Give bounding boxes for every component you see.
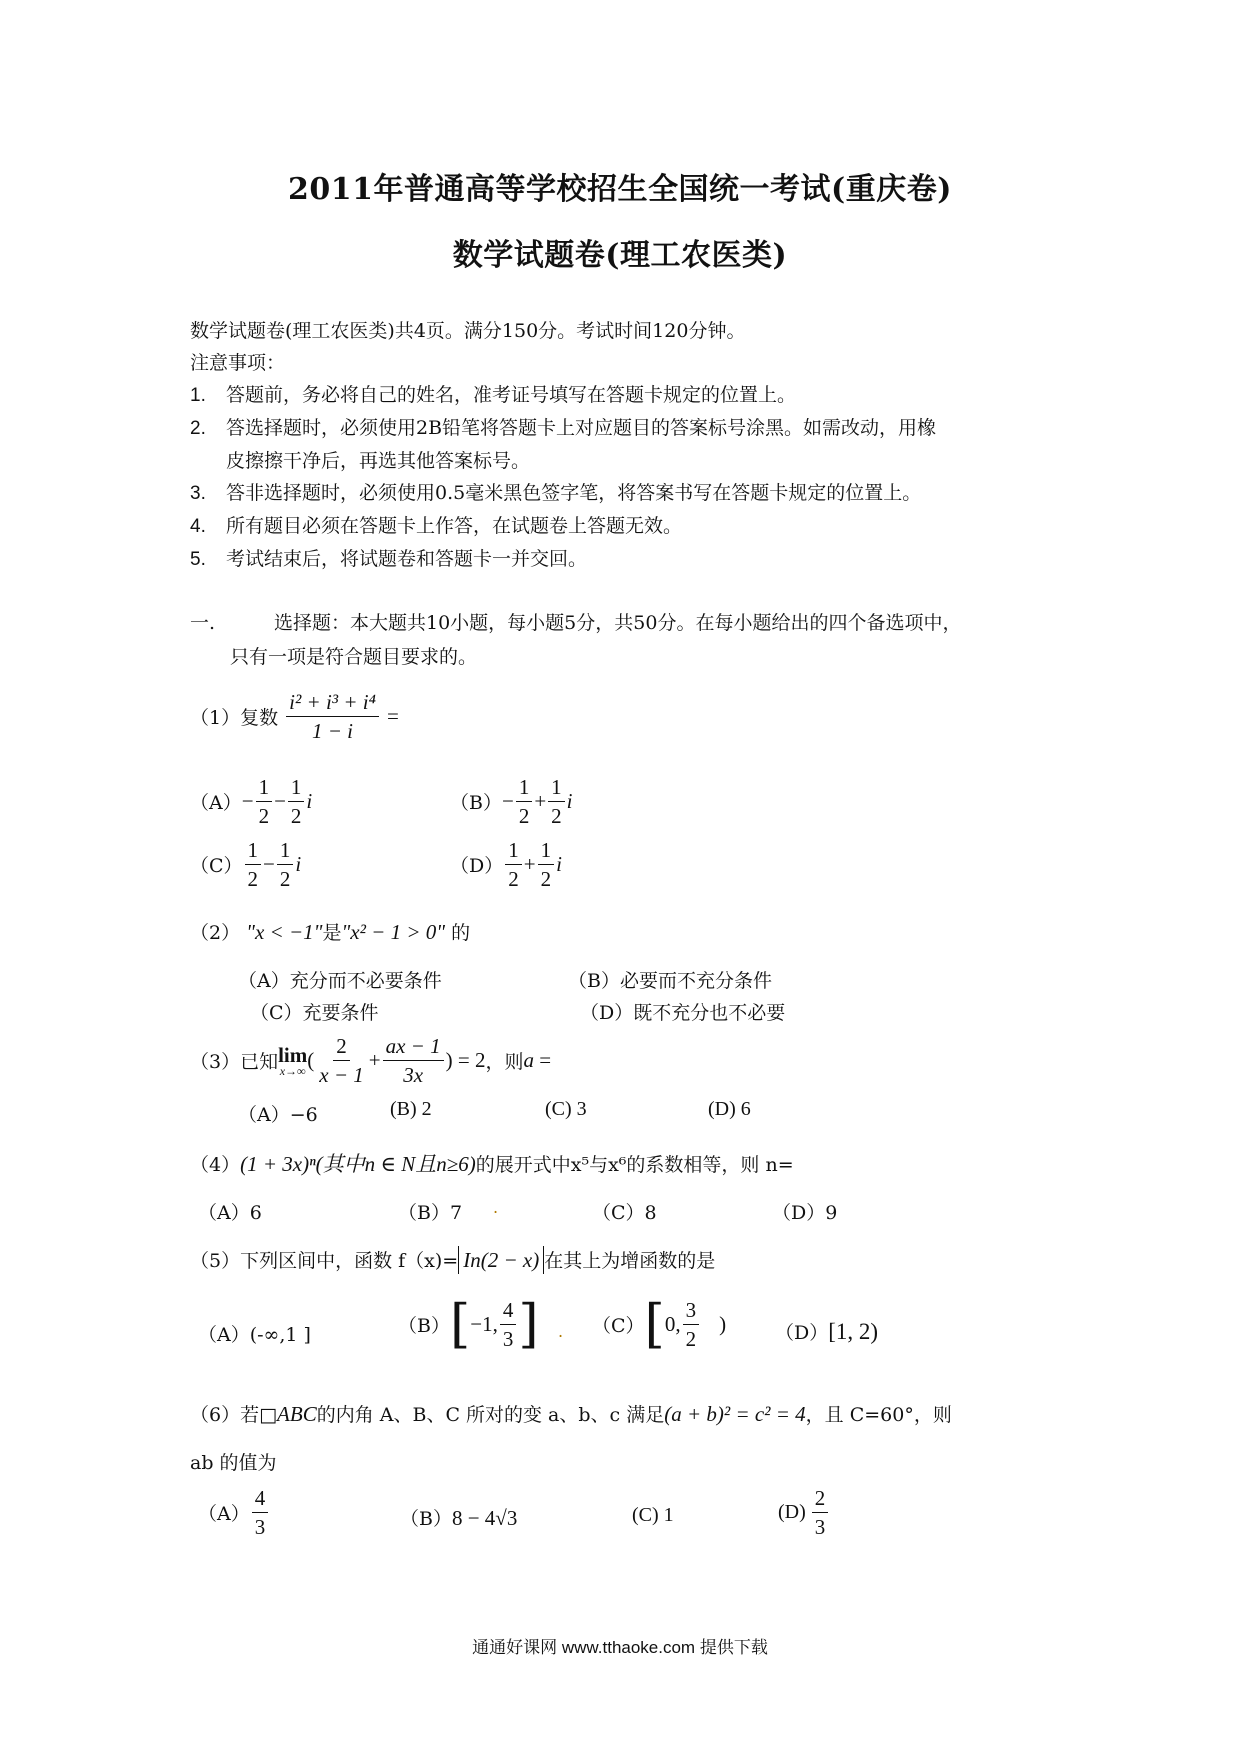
q2-expr1: "x < −1": [246, 920, 323, 944]
frac-num: 1: [505, 838, 522, 865]
notice-text-continued: 皮擦擦干净后，再选其他答案标号。: [226, 450, 531, 472]
frac-den: 3: [814, 1515, 826, 1540]
frac-den: 2: [508, 867, 519, 892]
frac-den: 2: [518, 804, 530, 829]
q1-numerator: i² + i³ + i⁴: [286, 690, 379, 717]
q1-option-b[interactable]: [450, 775, 573, 828]
notice-num: 5.: [190, 549, 206, 570]
frac-den: 3: [254, 1515, 266, 1540]
q5-option-d[interactable]: [775, 1318, 878, 1345]
notice-text: 考试结束后，将试题卷和答题卡一并交回。: [226, 548, 588, 570]
instructions: [190, 315, 936, 576]
limit-operator: [278, 1043, 307, 1079]
notice-num: 4.: [190, 516, 206, 537]
lim-text: lim: [278, 1042, 308, 1067]
q5-option-a[interactable]: （A）(-∞,1 ]: [198, 1324, 311, 1346]
notice-item: [190, 543, 936, 576]
frac-num: 4: [252, 1486, 269, 1513]
option-label: （B）: [450, 792, 502, 815]
frac-num: 1: [288, 775, 305, 802]
option-label: （C）: [592, 1315, 645, 1338]
notice-text: 答题前，务必将自己的姓名，准考证号填写在答题卡规定的位置上。: [226, 384, 797, 406]
option-sign: −: [263, 852, 275, 877]
q1-option-a[interactable]: [190, 775, 312, 828]
section-text-continued: 只有一项是符合题目要求的。: [230, 646, 478, 668]
close-expr: ) = 2: [445, 1048, 486, 1073]
q2-option-a[interactable]: （A）充分而不必要条件: [238, 970, 442, 992]
q6-option-c[interactable]: (C) 1: [632, 1504, 674, 1526]
q3-fraction-1: [316, 1034, 367, 1087]
notice-text: 答非选择题时，必须使用0.5毫米黑色签字笔，将答案书写在答题卡规定的位置上。: [226, 482, 922, 504]
frac-den: x − 1: [319, 1063, 364, 1088]
option-fraction: [538, 838, 555, 891]
option-fraction: [505, 838, 522, 891]
option-fraction: [683, 1298, 700, 1351]
interval-left: −1,: [470, 1312, 498, 1337]
q1-fraction: [286, 690, 379, 743]
intro-line: 数学试题卷(理工农医类)共4页。满分150分。考试时间120分钟。: [190, 320, 746, 342]
option-fraction: [277, 838, 294, 891]
q3-tail: ，则: [485, 1051, 524, 1074]
frac-den: 2: [551, 804, 562, 829]
frac-num: 1: [245, 838, 262, 865]
frac-den: 2: [290, 804, 302, 829]
interval-left: 0,: [664, 1312, 681, 1337]
frac-num: 1: [516, 775, 533, 802]
question-3: [190, 1034, 551, 1087]
notice-item: [190, 477, 936, 510]
stray-mark: .: [558, 1322, 564, 1341]
option-fraction: [256, 775, 273, 828]
q3-var: a: [523, 1048, 534, 1073]
q4-expr: (1 + 3x)ⁿ(其中n ∈ N且n≥6): [240, 1152, 476, 1176]
notice-item: [190, 510, 936, 543]
notice-heading: 注意事项：: [190, 352, 286, 374]
frac-num: 1: [277, 838, 294, 865]
q3-fraction-2: [383, 1034, 444, 1087]
q6-expr: (a + b)² = c² = 4: [664, 1402, 806, 1426]
option-sign: +: [534, 789, 547, 814]
frac-den: 2: [279, 867, 291, 892]
option-sign: −: [241, 789, 254, 814]
imaginary-unit: i: [556, 852, 562, 877]
option-label: （A）: [198, 1503, 250, 1526]
q5-option-b[interactable]: [398, 1294, 539, 1355]
q1-label: （1）复数: [190, 707, 279, 730]
q2-label: （2）: [190, 922, 241, 944]
notice-text: 答选择题时，必须使用2B铅笔将答题卡上对应题目的答案标号涂黑。如需改动，用橡: [226, 417, 937, 439]
frac-den: 2: [540, 867, 552, 892]
q4-option-c[interactable]: （C）8: [592, 1202, 657, 1224]
left-bracket: [: [644, 1294, 665, 1355]
q2-expr2: "x² − 1 > 0": [341, 920, 446, 944]
imaginary-unit: i: [306, 789, 313, 814]
option-expr: 8 − 4√3: [451, 1506, 518, 1530]
option-label: （D）: [450, 855, 504, 878]
q2-tail: 的: [451, 922, 471, 944]
q2-mid: 是: [322, 922, 342, 944]
option-label: （A）: [190, 792, 242, 815]
q3-option-d[interactable]: (D) 6: [708, 1098, 751, 1120]
option-sign: −: [501, 789, 514, 814]
triangle-name: ABC: [277, 1402, 317, 1426]
option-fraction: [288, 775, 305, 828]
q2-option-c[interactable]: （C）充要条件: [250, 1002, 379, 1024]
q4-option-a[interactable]: （A）6: [198, 1202, 262, 1224]
frac-num: 3: [683, 1298, 700, 1325]
q3-option-b[interactable]: (B) 2: [390, 1098, 432, 1120]
q6-option-b[interactable]: [400, 1504, 517, 1531]
notice-num: 1.: [190, 385, 206, 406]
frac-den: 2: [247, 867, 259, 892]
q1-equals: =: [386, 704, 399, 729]
frac-num: 1: [538, 838, 555, 865]
question-2: [190, 918, 470, 945]
frac-den: 3x: [403, 1063, 424, 1088]
question-4: [190, 1148, 794, 1178]
option-label: （B）: [400, 1508, 452, 1530]
notice-item: [190, 412, 936, 445]
question-6: [190, 1400, 952, 1427]
option-fraction: [516, 775, 533, 828]
section-text: 选择题：本大题共10小题，每小题5分，共50分。在每小题给出的四个备选项中，: [274, 612, 962, 634]
q2-option-d[interactable]: （D）既不充分也不必要: [580, 1002, 786, 1024]
q1-option-c[interactable]: [190, 838, 301, 891]
q4-label: （4）: [190, 1154, 241, 1176]
download-footer: 通通好课网 www.tthaoke.com 提供下载: [472, 1638, 768, 1657]
question-6-cont: ab 的值为: [190, 1452, 277, 1474]
frac-num: 1: [256, 775, 273, 802]
q3-label: （3）已知: [190, 1051, 279, 1074]
q6-option-d[interactable]: [778, 1486, 830, 1539]
open-paren: (: [307, 1048, 315, 1073]
lim-subscript: x→∞: [279, 1063, 306, 1078]
question-5: [190, 1246, 715, 1273]
q5-label: （5）下列区间中，函数 f（x)=: [190, 1250, 459, 1272]
plus-sign: +: [368, 1048, 381, 1073]
exam-subtitle: 数学试题卷(理工农医类): [452, 238, 788, 273]
option-sign: −: [274, 789, 286, 814]
option-fraction: [548, 775, 565, 828]
question-1: [190, 690, 399, 743]
frac-den: 3: [502, 1327, 514, 1352]
frac-num: 2: [812, 1486, 829, 1513]
notice-num: 2.: [190, 418, 206, 439]
option-sign: +: [523, 852, 536, 877]
section-number: 一.: [190, 612, 216, 634]
q1-denominator: 1 − i: [312, 719, 354, 744]
frac-num: ax − 1: [383, 1034, 444, 1061]
q1-option-d[interactable]: [450, 838, 562, 891]
q6-text: 的内角 A、B、C 所对的变 a、b、c 满足: [316, 1404, 665, 1426]
q5-option-c[interactable]: [592, 1294, 727, 1355]
section-heading: [190, 606, 961, 674]
frac-num: 4: [500, 1298, 517, 1325]
option-fraction: [812, 1486, 829, 1539]
option-label: （B）: [398, 1315, 450, 1338]
imaginary-unit: i: [295, 852, 302, 877]
q6-label: （6）若: [190, 1404, 260, 1426]
interval-close: ): [719, 1312, 727, 1337]
stray-mark: .: [493, 1198, 499, 1217]
option-fraction: [252, 1486, 269, 1539]
imaginary-unit: i: [566, 789, 573, 814]
q4-text: 的展开式中x⁵与x⁶的系数相等，则 n=: [475, 1154, 794, 1176]
option-label: （C）: [190, 855, 243, 878]
notice-text: 所有题目必须在答题卡上作答，在试题卷上答题无效。: [226, 515, 683, 537]
notice-item: [190, 379, 936, 412]
q3-option-c[interactable]: (C) 3: [545, 1098, 587, 1120]
option-fraction: [500, 1298, 517, 1351]
left-bracket: [: [449, 1294, 471, 1355]
abs-log-expr: In(2 − x): [458, 1246, 544, 1274]
q6-option-a[interactable]: [198, 1486, 270, 1539]
q3-equals: =: [533, 1048, 552, 1073]
frac-num: 2: [333, 1034, 350, 1061]
exam-title: 2011年普通高等学校招生全国统一考试(重庆卷): [288, 172, 952, 207]
option-label: （D）: [775, 1322, 829, 1344]
option-label: (D): [778, 1501, 806, 1524]
frac-den: 2: [685, 1327, 697, 1352]
notice-num: 3.: [190, 483, 206, 504]
interval: [1, 2): [828, 1319, 879, 1344]
frac-num: 1: [548, 775, 565, 802]
q3-option-a[interactable]: （A）−6: [238, 1104, 318, 1126]
q5-tail: 在其上为增函数的是: [544, 1250, 716, 1272]
q4-option-b[interactable]: （B）7: [398, 1202, 463, 1224]
q2-option-b[interactable]: （B）必要而不充分条件: [568, 970, 772, 992]
right-bracket: ]: [518, 1294, 539, 1355]
option-fraction: [245, 838, 262, 891]
frac-den: 2: [258, 804, 270, 829]
q6-tail: ，且 C=60°，则: [805, 1404, 952, 1426]
triangle-symbol: □: [259, 1404, 278, 1426]
q4-option-d[interactable]: （D）9: [772, 1202, 838, 1224]
